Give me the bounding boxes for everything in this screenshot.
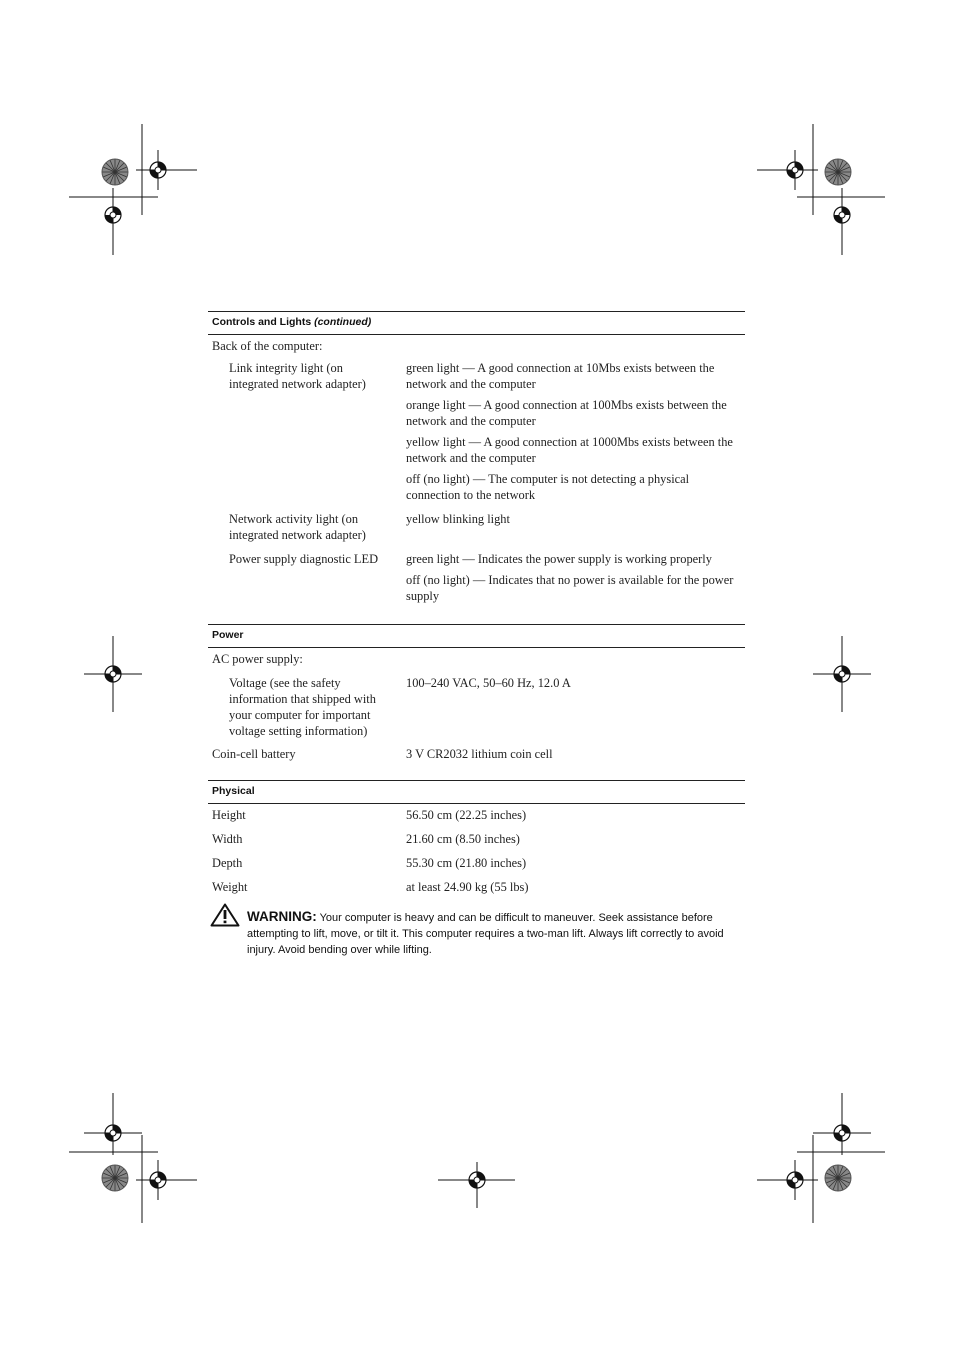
network-activity-value: yellow blinking light: [406, 512, 510, 526]
warning-text: [247, 909, 747, 958]
warning-triangle-icon: [210, 903, 240, 927]
voltage-value: 100–240 VAC, 50–60 Hz, 12.0 A: [406, 676, 571, 690]
section-title: Controls and Lights (continued): [212, 316, 372, 328]
warning-body: Your computer is heavy and can be difficult to maneuver. Seek assistance before attempting to lift, move, or tilt it. This computer requires a two-man lift. Always lift correctly to avoid injury. Avoid bending over while lifting.: [247, 912, 724, 956]
section-title: Power: [212, 629, 244, 641]
power-led-label: Power supply diagnostic LED: [229, 552, 379, 566]
width-value: 21.60 cm (8.50 inches): [406, 832, 520, 846]
spec-row: [208, 648, 745, 672]
back-of-computer-label: Back of the computer:: [212, 339, 323, 353]
height-value: 56.50 cm (22.25 inches): [406, 808, 527, 822]
weight-value: at least 24.90 kg (55 lbs): [406, 880, 529, 894]
link-integrity-value: off (no light) — The computer is not detecting a physical connection to the network: [406, 472, 690, 502]
spec-row-battery: [208, 744, 745, 780]
depth-value: 55.30 cm (21.80 inches): [406, 856, 527, 870]
spec-row-power-led: [208, 551, 745, 624]
warning-heading: WARNING:: [247, 909, 317, 924]
spec-row: [208, 335, 745, 360]
power-led-value: green light — Indicates the power supply is working properly: [406, 552, 712, 566]
spec-row-voltage: [208, 672, 745, 744]
spec-row: [208, 804, 745, 828]
ac-power-label: AC power supply:: [212, 652, 303, 666]
network-activity-label: Network activity light (on integrated network adapter): [229, 512, 366, 542]
section-header-power: [208, 624, 745, 648]
section-title-note: (continued): [314, 316, 372, 328]
spec-row: [208, 852, 745, 876]
link-integrity-value: orange light — A good connection at 100Mbs exists between the network and the computer: [406, 398, 727, 428]
width-label: Width: [212, 832, 243, 846]
power-led-value: off (no light) — Indicates that no power is available for the power supply: [406, 573, 734, 603]
spec-row-link-integrity: [208, 360, 745, 511]
section-title: Physical: [212, 785, 255, 797]
section-header-physical: [208, 780, 745, 804]
weight-label: Weight: [212, 880, 248, 894]
battery-value: 3 V CR2032 lithium coin cell: [406, 747, 553, 761]
link-integrity-value: green light — A good connection at 10Mbs exists between the network and the computer: [406, 361, 715, 391]
specifications-table: [208, 311, 745, 900]
link-integrity-label: Link integrity light (on integrated network adapter): [229, 361, 366, 391]
voltage-label: Voltage (see the safety information that shipped with your computer for important voltage setting information): [229, 676, 376, 738]
spec-row: [208, 876, 745, 900]
link-integrity-value: yellow light — A good connection at 1000Mbs exists between the network and the computer: [406, 435, 733, 465]
battery-label: Coin-cell battery: [212, 747, 296, 761]
depth-label: Depth: [212, 856, 243, 870]
spec-row-network-activity: [208, 511, 745, 551]
spec-row: [208, 828, 745, 852]
section-header-controls: [208, 311, 745, 335]
height-label: Height: [212, 808, 246, 822]
